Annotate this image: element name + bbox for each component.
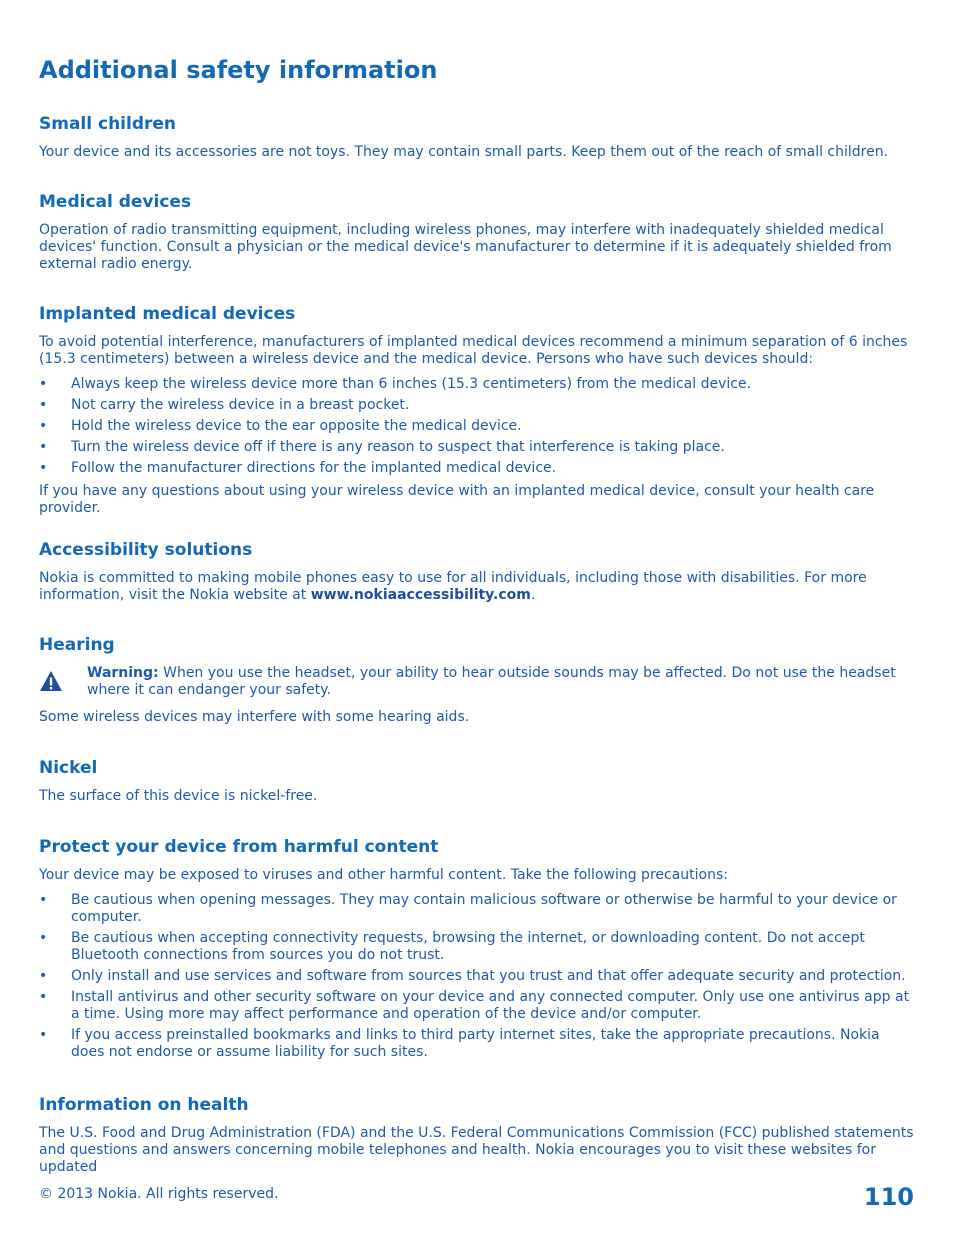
list-item-text: Be cautious when opening messages. They may contain malicious software or otherwise be harmful to your device or computer. [71,892,897,925]
section-nickel [39,758,915,805]
section-heading: Information on health [39,1095,249,1115]
section-text: Your device and its accessories are not toys. They may contain small parts. Keep them out of the reach of small children. [39,144,889,160]
section-heading: Small children [39,114,177,134]
list-item [39,892,915,926]
section-text: Some wireless devices may interfere with some hearing aids. [39,709,470,725]
section-outro: If you have any questions about using your wireless device with an implanted medical device, consult your health care provider. [39,483,875,516]
list-item [39,439,915,456]
bullet-icon: • [39,989,48,1005]
list-item-text: Hold the wireless device to the ear opposite the medical device. [71,418,522,434]
page-number: 110 [863,1183,914,1211]
list-item [39,968,915,985]
list-item-text: Not carry the wireless device in a breast pocket. [71,397,410,413]
bullet-icon: • [39,892,48,908]
section-information-on-health [39,1095,915,1176]
section-text: The U.S. Food and Drug Administration (FDA) and the U.S. Federal Communications Commission (FCC) published statements and questions and answers concerning mobile telephones and health. Nokia encourages you to visit these websites for updated [39,1125,914,1175]
bullet-icon: • [39,930,48,946]
list-item [39,418,915,435]
section-heading: Nickel [39,758,98,778]
section-medical-devices [39,192,915,273]
section-protect-device [39,837,915,1065]
warning-note [39,665,915,699]
section-heading: Medical devices [39,192,192,212]
list-item-text: If you access preinstalled bookmarks and links to third party internet sites, take the appropriate precautions. Nokia does not endorse or assume liability for such sites. [71,1027,880,1060]
footer-copyright: © 2013 Nokia. All rights reserved. [39,1186,279,1202]
list-item-text: Be cautious when accepting connectivity requests, browsing the internet, or downloading content. Do not accept Bluetooth connections from sources you do not trust. [71,930,865,963]
section-text: Operation of radio transmitting equipment, including wireless phones, may interfere with inadequately shielded medical devices' function. Consult a physician or the medical device's manufacturer to determine if it is adequately shielded from external radio energy. [39,222,892,272]
section-small-children [39,114,915,161]
bullet-icon: • [39,439,48,455]
list-item-text: Follow the manufacturer directions for the implanted medical device. [71,460,557,476]
section-heading: Accessibility solutions [39,540,253,560]
page-title: Additional safety information [39,56,438,84]
list-item [39,376,915,393]
section-heading: Implanted medical devices [39,304,296,324]
bullet-icon: • [39,968,48,984]
list-item [39,460,915,477]
section-heading: Protect your device from harmful content [39,837,439,857]
bullet-icon: • [39,460,48,476]
list-item [39,397,915,414]
warning-body: When you use the headset, your ability to hear outside sounds may be affected. Do not use the headset where it can endanger your safety. [87,665,896,698]
bullet-list [39,892,915,1061]
warning-text [87,665,915,699]
bullet-icon: • [39,376,48,392]
bullet-list [39,376,915,477]
bullet-icon: • [39,418,48,434]
section-implanted-medical-devices [39,304,915,517]
section-text: The surface of this device is nickel-free. [39,788,318,804]
list-item [39,930,915,964]
accessibility-text-end: . [530,587,536,603]
list-item-text: Turn the wireless device off if there is any reason to suspect that interference is taking place. [71,439,725,455]
list-item-text: Install antivirus and other security software on your device and any connected computer. Only use one antivirus app at a time. Using more may affect performance and operation of the device and/or computer. [71,989,910,1022]
list-item-text: Only install and use services and software from sources that you trust and that offer adequate security and protection. [71,968,906,984]
section-hearing [39,635,915,726]
section-intro: Your device may be exposed to viruses and other harmful content. Take the following precautions: [39,867,728,883]
list-item [39,1027,915,1061]
section-heading: Hearing [39,635,115,655]
section-intro: To avoid potential interference, manufacturers of implanted medical devices recommend a minimum separation of 6 inches (15.3 centimeters) between a wireless device and the medical device. Persons who have such devices should: [39,334,908,367]
bullet-icon: • [39,1027,48,1043]
warning-label: Warning: [87,665,159,681]
list-item [39,989,915,1023]
accessibility-link[interactable]: www.nokiaaccessibility.com [310,587,531,603]
accessibility-text: Nokia is committed to making mobile phones easy to use for all individuals, including those with disabilities. For more information, visit the Nokia website at [39,570,867,603]
bullet-icon: • [39,397,48,413]
warning-triangle-icon [39,669,63,693]
list-item-text: Always keep the wireless device more than 6 inches (15.3 centimeters) from the medical device. [71,376,752,392]
section-text [39,570,915,604]
section-accessibility [39,540,915,604]
